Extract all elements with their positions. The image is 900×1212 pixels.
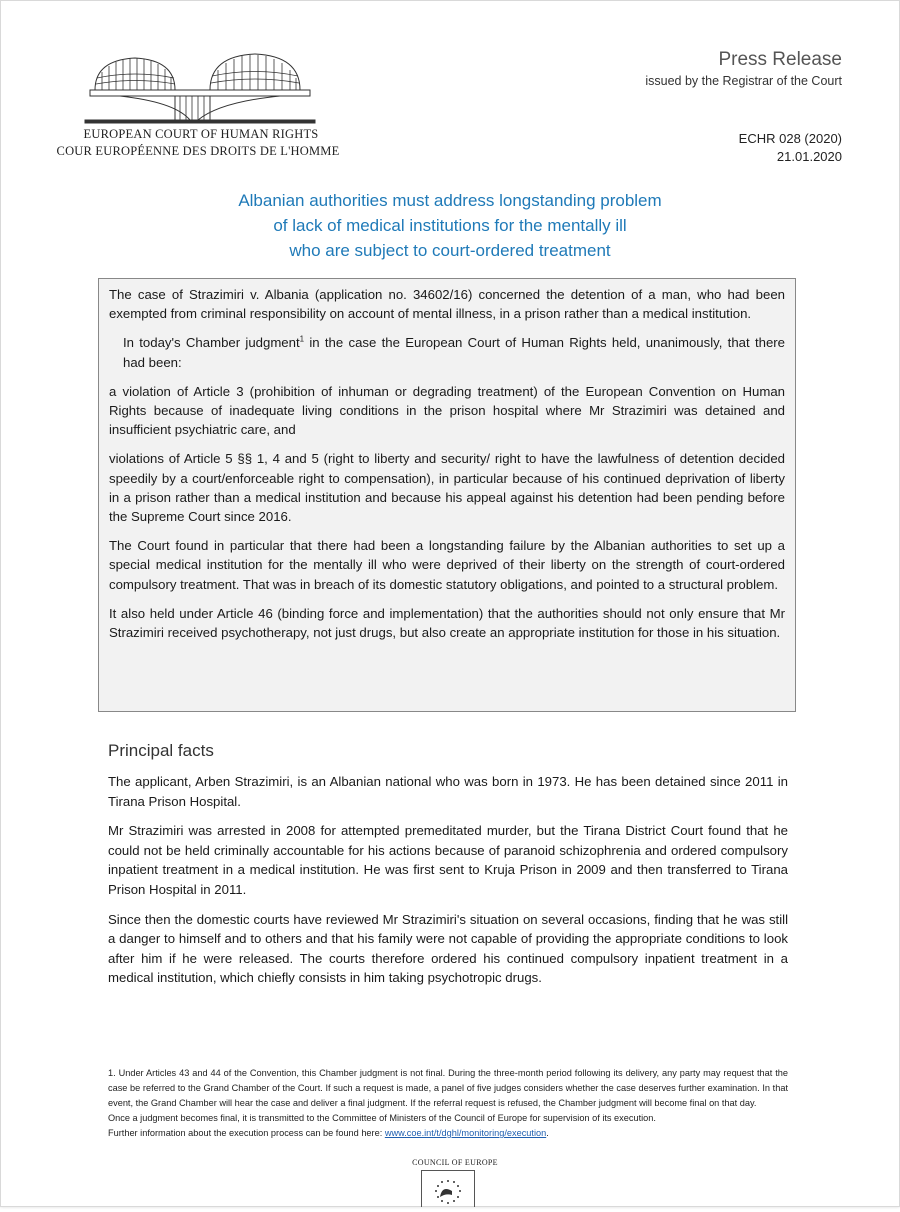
summary-paragraph bbox=[109, 333, 785, 371]
summary-text: in the case the European Court of Human Rights held, unanimously, that there had been: bbox=[123, 335, 785, 370]
headline-line: Albanian authorities must address longstanding problem bbox=[238, 191, 662, 210]
headline bbox=[100, 188, 800, 263]
summary-paragraph: The Court found in particular that there had been a longstanding failure by the Albanian authorities to set up a special medical institution for the mentally ill who were deprived of their liberty on the strength of court-ordered compulsory treatment. That was in breach of its domestic statutory obligations, and pointed to a structural problem. bbox=[109, 538, 785, 592]
footnote-marker[interactable]: 1 bbox=[299, 335, 305, 345]
summary-box bbox=[98, 278, 796, 712]
council-of-europe-stars-icon bbox=[421, 1170, 475, 1207]
summary-paragraph: violations of Article 5 §§ 1, 4 and 5 (right to liberty and security/ right to have the lawfulness of detention decided speedily by a court/enforceable right to compensation), in particular because of his continued deprivation of liberty in a prison rather than a medical institution and because his appeal against his detention had been pending before the Supreme Court since 2016. bbox=[109, 451, 785, 525]
footnote-paragraph: 1. Under Articles 43 and 44 of the Convention, this Chamber judgment is not final. During the three-month period following its delivery, any party may request that the case be referred to the Grand Chamber of the Court. If such a request is made, a panel of five judges considers whether the case deserves further examination. In that event, the Grand Chamber will hear the case and deliver a final judgment. If the referral request is refused, the Chamber judgment will become final on that day. bbox=[108, 1068, 788, 1108]
reference-number: ECHR 028 (2020) bbox=[738, 131, 842, 146]
principal-facts-body bbox=[108, 772, 788, 998]
execution-info-link[interactable]: www.coe.int/t/dghl/monitoring/execution bbox=[384, 1128, 547, 1138]
body-paragraph: The applicant, Arben Strazimiri, is an Albanian national who was born in 1973. He has been detained since 2011 in Tirana Prison Hospital. bbox=[108, 774, 788, 809]
coe-label: COUNCIL OF EUROPE bbox=[412, 1158, 498, 1167]
headline-line: who are subject to court-ordered treatment bbox=[289, 241, 611, 260]
headline-line: of lack of medical institutions for the mentally ill bbox=[273, 216, 627, 235]
coe-emblem-icon bbox=[422, 1171, 474, 1207]
court-building-logo-icon bbox=[80, 50, 350, 130]
summary-paragraph: The case of Strazimiri v. Albania (application no. 34602/16) concerned the detention of a man, who had been exempted from criminal responsibility on account of mental illness, in a prison rather than a medical institution. bbox=[109, 287, 785, 322]
release-date: 21.01.2020 bbox=[776, 149, 842, 164]
summary-paragraph: a violation of Article 3 (prohibition of inhuman or degrading treatment) of the European Convention on Human Rights because of inadequate living conditions in the prison hospital where Mr Strazimiri was detained and insufficient psychiatric care, and bbox=[109, 383, 785, 438]
footnote-text: Further information about the execution process can be found here: bbox=[108, 1128, 385, 1138]
body-paragraph: Since then the domestic courts have reviewed Mr Strazimiri's situation on several occasions, finding that he was still a danger to himself and to others and that his family were not capable of providing the appropriate conditions to look after him if he were released. The courts therefore ordered his continued compulsory inpatient treatment in a medical institution, which chiefly consists in him taking psychotropic drugs. bbox=[108, 911, 788, 986]
section-title-principal-facts: Principal facts bbox=[108, 741, 214, 760]
body-paragraph: Mr Strazimiri was arrested in 2008 for attempted premeditated murder, but the Tirana District Court found that he could not be held criminally accountable for his actions because of paranoid schizophrenia and ordered compulsory inpatient treatment in a medical institution. He was first sent to Kruja Prison in 2009 and then transferred to Tirana Prison Hospital in 2011. bbox=[108, 823, 788, 897]
footnote-text: . bbox=[546, 1128, 549, 1138]
reference-block bbox=[739, 130, 842, 166]
press-release-block bbox=[645, 48, 842, 90]
court-name-fr: COUR EUROPÉENNE DES DROITS DE L'HOMME bbox=[56, 144, 340, 158]
press-release-subtitle: issued by the Registrar of the Court bbox=[645, 74, 842, 88]
court-name-en: EUROPEAN COURT OF HUMAN RIGHTS bbox=[83, 127, 319, 141]
footnote bbox=[108, 1066, 788, 1141]
court-name bbox=[56, 126, 346, 160]
press-release-title: Press Release bbox=[718, 49, 842, 70]
footnote-paragraph bbox=[108, 1126, 788, 1141]
summary-paragraph: It also held under Article 46 (binding force and implementation) that the authorities should not only ensure that Mr Strazimiri received psychotherapy, not just drugs, but also create an appropriate institution for those in his situation. bbox=[109, 605, 785, 641]
footnote-paragraph: Once a judgment becomes final, it is transmitted to the Committee of Ministers of the Council of Europe for supervision of its execution. bbox=[108, 1113, 656, 1123]
summary-text: In today's Chamber judgment bbox=[123, 335, 300, 351]
